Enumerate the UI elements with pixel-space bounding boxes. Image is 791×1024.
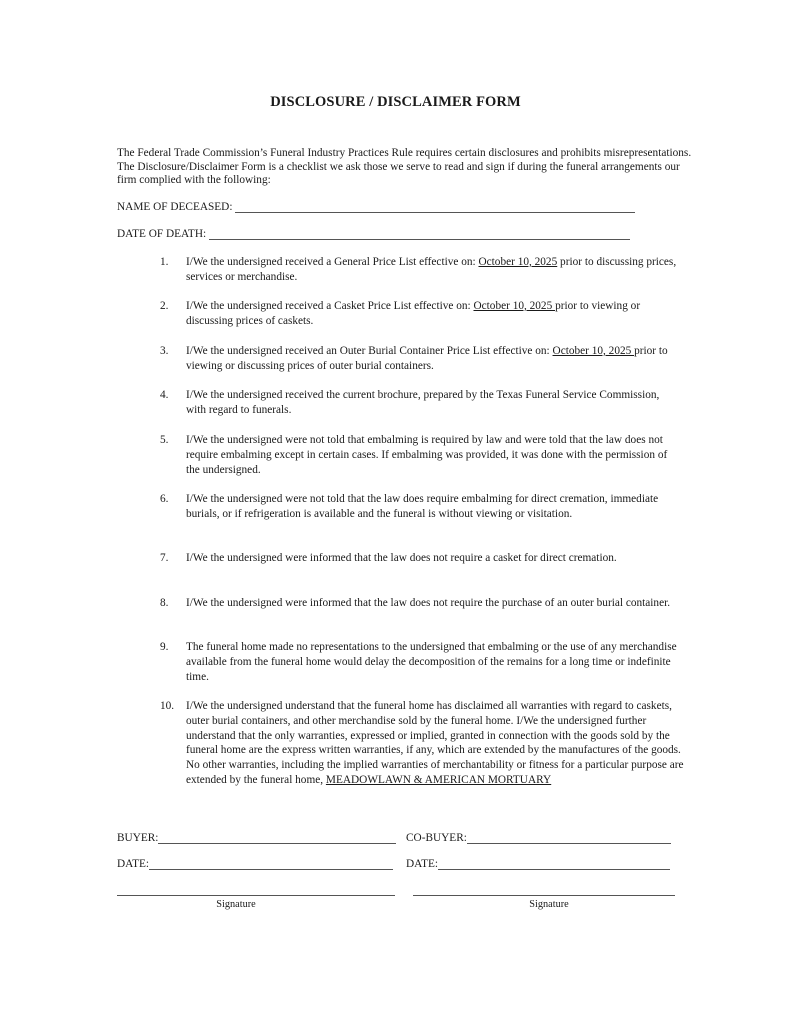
cobuyer-input[interactable] xyxy=(467,832,671,844)
firm-name: MEADOWLAWN & AMERICAN MORTUARY xyxy=(325,773,552,786)
intro-paragraph: The Federal Trade Commission’s Funeral Industry Practices Rule requires certain disclosures and prohibits misrepresentations. The Disclosure/Disclaimer Form is a checklist we ask those we serve to read and sign if during the funeral arrangements our firm complied with the following: xyxy=(117,147,692,187)
item-text-start: I/We the undersigned received a Casket Price List effective on: xyxy=(186,300,474,312)
date-of-death-field xyxy=(117,228,630,240)
buyer-input[interactable] xyxy=(158,832,396,844)
name-of-deceased-label: NAME OF DECEASED: xyxy=(117,201,233,213)
buyer-field xyxy=(117,832,396,844)
item-text: I/We the undersigned were informed that the law does not require a casket for direct cremation. xyxy=(186,552,617,564)
list-item xyxy=(160,299,680,329)
effective-date: October 10, 2025 xyxy=(473,300,556,312)
buyer-label: BUYER: xyxy=(117,832,159,844)
list-item xyxy=(160,388,680,418)
list-item xyxy=(160,492,680,522)
item-number: 9. xyxy=(160,641,169,653)
buyer-signature-line[interactable] xyxy=(117,894,395,896)
item-text xyxy=(186,699,690,788)
item-text-start: I/We the undersigned received a General Price List effective on: xyxy=(186,256,479,268)
buyer-date-input[interactable] xyxy=(149,858,393,870)
list-item xyxy=(160,640,680,684)
item-number: 3. xyxy=(160,345,169,357)
effective-date: October 10, 2025 xyxy=(478,256,558,268)
list-item xyxy=(160,699,690,788)
item-text-end: prior to discussing prices, services or merchandise. xyxy=(186,256,677,283)
item-text-start: I/We the undersigned received an Outer Burial Container Price List effective on: xyxy=(186,345,553,357)
item-text xyxy=(186,299,680,329)
item-number: 1. xyxy=(160,256,169,268)
item-number: 6. xyxy=(160,493,169,505)
name-of-deceased-field xyxy=(117,201,635,213)
cobuyer-field xyxy=(406,832,671,844)
buyer-date-label: DATE: xyxy=(117,858,150,870)
item-text-end: prior to viewing or discussing prices of outer burial containers. xyxy=(186,345,668,372)
item-number: 10. xyxy=(160,700,175,712)
cobuyer-signature-label: Signature xyxy=(529,899,569,910)
list-item xyxy=(160,433,680,477)
cobuyer-signature-line[interactable] xyxy=(413,894,675,896)
list-item xyxy=(160,551,680,566)
item-text-end: prior to viewing or discussing prices of caskets. xyxy=(186,300,641,327)
name-of-deceased-input[interactable] xyxy=(235,201,635,213)
item-text: I/We the undersigned were not told that embalming is required by law and were told that the law does not require embalming except in certain cases. If embalming was provided, it was done with the permission of the undersigned. xyxy=(186,434,668,476)
list-item xyxy=(160,255,680,285)
item-text: I/We the undersigned were informed that the law does not require the purchase of an outer burial container. xyxy=(186,597,671,609)
item-number: 5. xyxy=(160,434,169,446)
date-of-death-input[interactable] xyxy=(209,228,630,240)
date-of-death-label: DATE OF DEATH: xyxy=(117,228,207,240)
cobuyer-date-input[interactable] xyxy=(438,858,670,870)
item-text: I/We the undersigned received the current brochure, prepared by the Texas Funeral Service Commission, with regard to funerals. xyxy=(186,389,660,416)
buyer-date-field xyxy=(117,858,393,870)
item-number: 2. xyxy=(160,300,169,312)
item-number: 7. xyxy=(160,552,169,564)
cobuyer-label: CO-BUYER: xyxy=(406,832,467,844)
buyer-signature-label: Signature xyxy=(216,899,256,910)
item-text: I/We the undersigned were not told that the law does require embalming for direct cremation, immediate burials, or if refrigeration is available and the funeral is without viewing or visitation. xyxy=(186,493,659,520)
list-item xyxy=(160,596,680,611)
page-title: DISCLOSURE / DISCLAIMER FORM xyxy=(270,94,521,110)
cobuyer-date-field xyxy=(406,858,670,870)
item-number: 8. xyxy=(160,597,169,609)
item-text xyxy=(186,344,680,374)
item-text xyxy=(186,255,680,285)
list-item xyxy=(160,344,680,374)
item-number: 4. xyxy=(160,389,169,401)
item-text-start: I/We the undersigned understand that the funeral home has disclaimed all warranties with regard to caskets, outer burial containers, and other merchandise sold by the funeral home. I/We the undersigned further understand that the only warranties, expressed or implied, granted in connection with the goods sold by the funeral home are the express written warranties, if any, which are extended by the manufactures of the goods. No other warranties, including the implied warranties of merchantability or fitness for a particular purpose are extended by the funeral home, xyxy=(186,700,684,786)
effective-date: October 10, 2025 xyxy=(552,345,635,357)
item-text: The funeral home made no representations to the undersigned that embalming or the use of any merchandise available from the funeral home would delay the decomposition of the remains for a long time or indefinite time. xyxy=(186,641,677,683)
cobuyer-date-label: DATE: xyxy=(406,858,439,870)
